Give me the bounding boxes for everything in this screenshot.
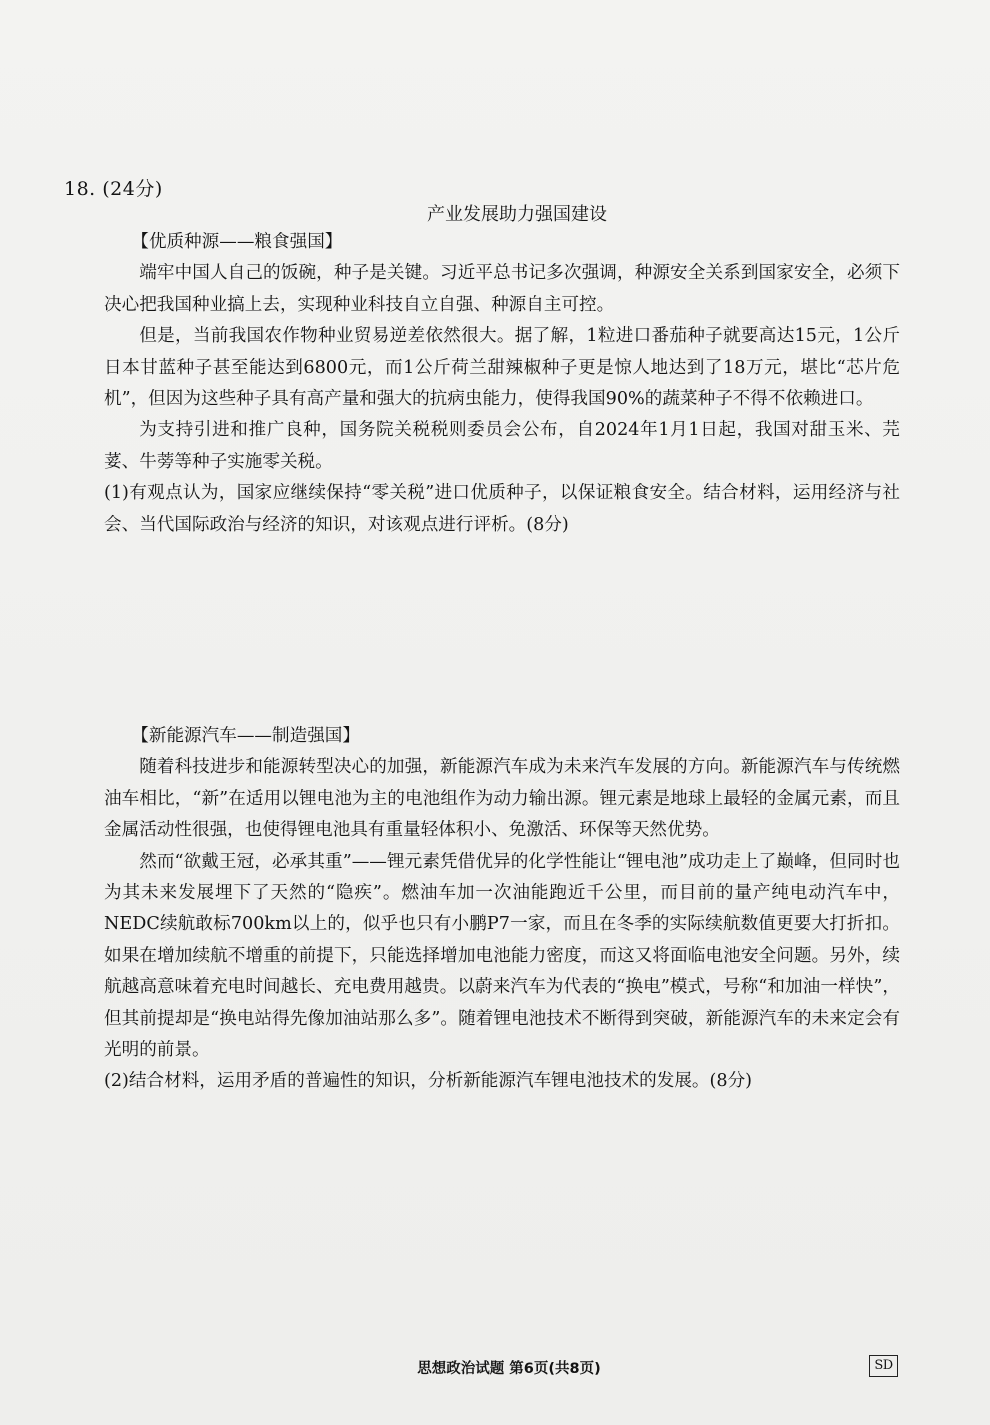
sub-question: (2)结合材料，运用矛盾的普遍性的知识，分析新能源汽车锂电池技术的发展。(8分) (104, 1071, 753, 1092)
material-paragraph: 随着科技进步和能源转型决心的加强，新能源汽车成为未来汽车发展的方向。新能源汽车与传统燃油车相比，“新”在适用以锂电池为主的电池组作为动力输出源。锂元素是地球上最轻的金属元素，而且金属活动性很强，也使得锂电池具有重量轻体积小、免激活、环保等天然优势。 (104, 757, 900, 841)
question-number: 18. (24分) (64, 178, 163, 200)
page-footer: 思想政治试题 第6页(共8页) (417, 1361, 601, 1377)
question-title: 产业发展助力强国建设 (427, 204, 607, 225)
section-seed-source (104, 227, 900, 541)
section-header: 【优质种源——粮食强国】 (131, 232, 343, 252)
material-paragraph: 但是，当前我国农作物种业贸易逆差依然很大。据了解，1粒进口番茄种子就要高达15元，1公斤日本甘蓝种子甚至能达到6800元，而1公斤荷兰甜辣椒种子更是惊人地达到了18万元，堪比“芯片危机”，但因为这些种子具有高产量和强大的抗病虫能力，使得我国90%的蔬菜种子不得不依赖进口。 (104, 326, 900, 410)
section-header: 【新能源汽车——制造强国】 (131, 726, 360, 746)
material-paragraph: 为支持引进和推广良种，国务院关税税则委员会公布，自2024年1月1日起，我国对甜玉米、芫荽、牛蒡等种子实施零关税。 (104, 420, 900, 472)
sd-badge: SD (869, 1355, 898, 1377)
material-paragraph: 端牢中国人自己的饭碗，种子是关键。习近平总书记多次强调，种源安全关系到国家安全，必须下决心把我国种业搞上去，实现种业科技自立自强、种源自主可控。 (104, 263, 900, 315)
sub-question: (1)有观点认为，国家应继续保持“零关税”进口优质种子，以保证粮食安全。结合材料，运用经济与社会、当代国际政治与经济的知识，对该观点进行评析。(8分) (104, 483, 900, 535)
section-new-energy-vehicle (104, 721, 900, 1098)
material-paragraph: 然而“欲戴王冠，必承其重”——锂元素凭借优异的化学性能让“锂电池”成功走上了巅峰，但同时也为其未来发展埋下了天然的“隐疾”。燃油车加一次油能跑近千公里，而目前的量产纯电动汽车中，NEDC续航敢标700km以上的，似乎也只有小鹏P7一家，而且在冬季的实际续航数值更要大打折扣。如果在增加续航不增重的前提下，只能选择增加电池能力密度，而这又将面临电池安全问题。另外，续航越高意味着充电时间越长、充电费用越贵。以蔚来汽车为代表的“换电”模式，号称“和加油一样快”，但其前提却是“换电站得先像加油站那么多”。随着锂电池技术不断得到突破，新能源汽车的未来定会有光明的前景。 (104, 851, 900, 1061)
